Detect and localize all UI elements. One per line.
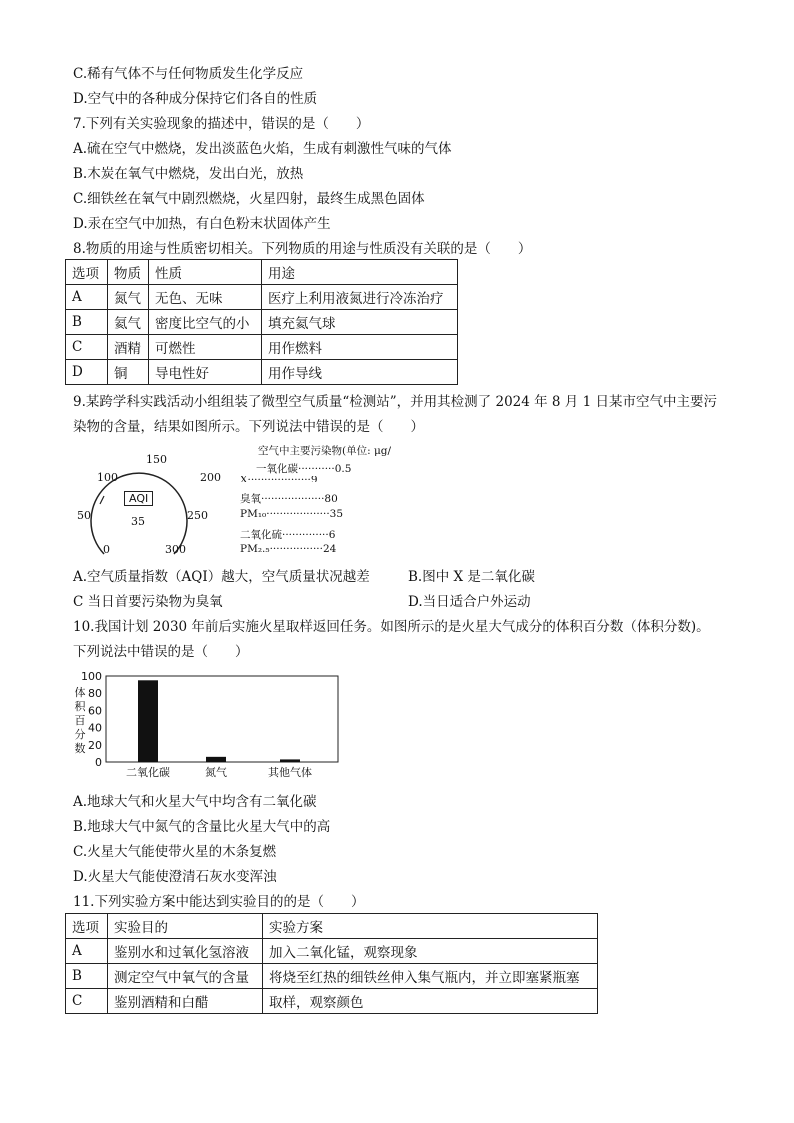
table-cell: A <box>66 285 108 310</box>
table-header-row <box>66 260 458 285</box>
aqi-tick-label: 300 <box>165 543 186 556</box>
aqi-gauge <box>70 450 240 560</box>
q11-table <box>65 913 598 1014</box>
pollutant-dots: ··················· <box>261 493 325 505</box>
chart-bar <box>280 759 300 762</box>
table-cell: 密度比空气的小 <box>149 310 262 335</box>
mars-atmosphere-bar-chart <box>68 670 348 782</box>
pollutant-value: 80 <box>324 493 338 505</box>
q10-stem-line1: 10.我国计划 2030 年前后实施火星取样返回任务。如图所示的是火星大气成分的体积百分数（体积分数)。 <box>73 619 710 635</box>
pollutant-value: 35 <box>329 508 344 520</box>
pollutants-title: 空气中主要污染物(单位: μg/ <box>258 445 392 457</box>
table-cell: 加入二氧化锰，观察现象 <box>263 939 598 964</box>
table-cell: 填充氦气球 <box>262 310 458 335</box>
chart-y-tick-label: 40 <box>88 721 102 735</box>
table-row <box>66 989 598 1014</box>
table-header-row <box>66 914 598 939</box>
table-header-cell: 性质 <box>149 260 262 285</box>
table-row <box>66 310 458 335</box>
chart-y-tick-label: 20 <box>88 738 102 752</box>
table-cell: C <box>66 989 108 1014</box>
chart-y-tick-label: 100 <box>81 670 102 683</box>
q7-option-d: D.汞在空气中加热，有白色粉末状固体产生 <box>73 216 331 232</box>
pollutant-row <box>240 508 343 520</box>
q8-stem: 8.物质的用途与性质密切相关。下列物质的用途与性质没有关联的是（ ） <box>73 241 532 257</box>
table-cell: D <box>66 360 108 385</box>
table-cell: 用作燃料 <box>262 335 458 360</box>
table-cell: C <box>66 335 108 360</box>
pollutant-name: X <box>240 476 248 482</box>
table-header-cell: 实验方案 <box>263 914 598 939</box>
aqi-tick-label: 0 <box>103 543 110 556</box>
table-header-cell: 实验目的 <box>108 914 263 939</box>
q10-option-c: C.火星大气能使带火星的木条复燃 <box>73 844 277 860</box>
chart-y-label-char: 百 <box>74 714 86 727</box>
pollutant-row <box>240 543 336 555</box>
pollutant-value: 0.5 <box>334 463 352 475</box>
table-cell: 无色、无味 <box>149 285 262 310</box>
q6-option-d: D.空气中的各种成分保持它们各自的性质 <box>73 91 318 107</box>
pollutant-name: PM₂.₅ <box>240 543 270 555</box>
q10-stem-line2: 下列说法中错误的是（ ） <box>73 644 249 660</box>
pollutant-dots: ·············· <box>282 529 329 541</box>
aqi-tick-label: 150 <box>146 453 167 466</box>
q9-stem-line1: 9.某跨学科实践活动小组组装了微型空气质量“检测站”，并用其检测了 2024 年 8 月 1 日某市空气中主要污 <box>73 394 717 410</box>
q9-option-c: C 当日首要污染物为臭氧 <box>73 594 223 610</box>
pollutant-row <box>240 476 318 482</box>
table-cell: 医疗上利用液氮进行冷冻治疗 <box>262 285 458 310</box>
chart-x-axis <box>126 765 312 779</box>
table-cell: 鉴别酒精和白醋 <box>108 989 263 1014</box>
pollutant-name: PM₁₀ <box>240 508 267 520</box>
pollutant-name: 臭氧 <box>240 493 261 505</box>
q9-option-d: D.当日适合户外运动 <box>408 594 531 610</box>
aqi-tick-label: 50 <box>77 509 91 522</box>
aqi-gauge-tick <box>100 496 104 504</box>
table-cell: 将烧至红热的细铁丝伸入集气瓶内，并立即塞紧瓶塞 <box>263 964 598 989</box>
pollutant-name: 二氧化硫 <box>240 529 282 541</box>
aqi-box-label: AQI <box>124 491 153 506</box>
pollutant-dots: ··················· <box>266 508 330 520</box>
q9-stem-line2: 染物的含量，结果如图所示。下列说法中错误的是（ ） <box>73 419 424 435</box>
table-cell: A <box>66 939 108 964</box>
chart-y-axis-label <box>75 685 87 755</box>
table-cell: 铜 <box>108 360 149 385</box>
table-cell: 鉴别水和过氧化氢溶液 <box>108 939 263 964</box>
q10-option-b: B.地球大气中氮气的含量比火星大气中的高 <box>73 819 331 835</box>
q7-option-b: B.木炭在氧气中燃烧，发出白光，放热 <box>73 166 304 182</box>
pollutant-row <box>240 527 335 542</box>
table-row <box>66 964 598 989</box>
q6-option-c: C.稀有气体不与任何物质发生化学反应 <box>73 66 304 82</box>
table-cell: 酒精 <box>108 335 149 360</box>
aqi-tick-label: 200 <box>200 471 221 484</box>
pollutant-name: 一氧化碳 <box>256 463 298 475</box>
table-cell: 氦气 <box>108 310 149 335</box>
table-header-cell: 物质 <box>108 260 149 285</box>
q9-option-a: A.空气质量指数（AQI）越大，空气质量状况越差 <box>73 569 370 585</box>
table-cell: 测定空气中氧气的含量 <box>108 964 263 989</box>
table-cell: 用作导线 <box>262 360 458 385</box>
chart-y-label-char: 积 <box>74 700 86 713</box>
pollutant-dots: ················ <box>269 543 323 555</box>
table-header-cell: 选项 <box>66 260 108 285</box>
aqi-tick-label: 100 <box>97 471 118 484</box>
pollutant-dots: ··········· <box>298 463 335 475</box>
table-header-cell: 选项 <box>66 914 108 939</box>
pollutant-value: 24 <box>322 543 337 555</box>
chart-y-label-char: 数 <box>74 742 86 755</box>
table-row <box>66 285 458 310</box>
chart-bar <box>206 757 226 762</box>
chart-y-tick-label: 60 <box>88 704 102 718</box>
pollutant-row <box>240 491 338 506</box>
q10-option-d: D.火星大气能使澄清石灰水变浑浊 <box>73 869 277 885</box>
chart-x-tick-label: 其他气体 <box>268 766 312 779</box>
chart-y-tick-label: 0 <box>95 756 102 769</box>
q7-stem: 7.下列有关实验现象的描述中，错误的是（ ） <box>73 116 370 132</box>
q11-stem: 11.下列实验方案中能达到实验目的的是（ ） <box>73 894 365 910</box>
chart-y-label-char: 体 <box>74 686 86 699</box>
table-row <box>66 335 458 360</box>
chart-bar <box>138 680 158 762</box>
chart-y-label-char: 分 <box>74 728 86 741</box>
table-cell: 取样，观察颜色 <box>263 989 598 1014</box>
pollutant-row <box>256 461 351 476</box>
chart-x-tick-label: 氮气 <box>205 766 227 779</box>
q10-option-a: A.地球大气和火星大气中均含有二氧化碳 <box>73 794 317 810</box>
pollutant-value: 9 <box>310 476 318 482</box>
pollutant-value: 6 <box>328 529 336 541</box>
chart-x-tick-label: 二氧化碳 <box>126 766 170 779</box>
aqi-tick-label: 250 <box>187 509 208 522</box>
table-cell: B <box>66 310 108 335</box>
q7-option-a: A.硫在空气中燃烧，发出淡蓝色火焰，生成有刺激性气味的气体 <box>73 141 452 157</box>
table-row <box>66 360 458 385</box>
chart-bars <box>138 680 300 762</box>
chart-y-tick-label: 80 <box>88 687 102 701</box>
q9-option-b: B.图中 X 是二氧化碳 <box>408 569 535 585</box>
aqi-gauge-arc <box>91 473 187 554</box>
table-cell: 可燃性 <box>149 335 262 360</box>
q7-option-c: C.细铁丝在氧气中剧烈燃烧，火星四射，最终生成黑色固体 <box>73 191 425 207</box>
aqi-value: 35 <box>131 515 145 528</box>
table-cell: 氮气 <box>108 285 149 310</box>
pollutant-dots: ··················· <box>247 476 311 482</box>
table-row <box>66 939 598 964</box>
table-header-cell: 用途 <box>262 260 458 285</box>
q8-table <box>65 259 458 385</box>
table-cell: B <box>66 964 108 989</box>
table-cell: 导电性好 <box>149 360 262 385</box>
